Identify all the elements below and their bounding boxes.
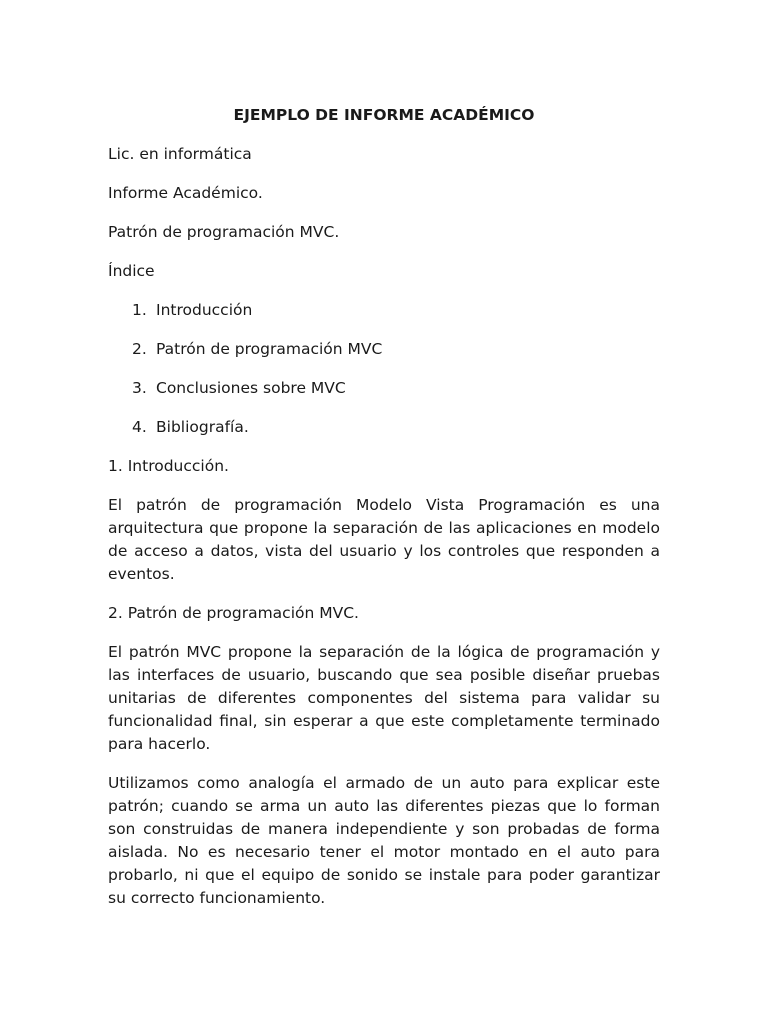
section2-body-paragraph-1: El patrón MVC propone la separación de la lógica de programación y las interfaces de usuario, buscando que sea posible diseñar pruebas unitarias de diferentes componentes del sistema para validar su funcionalidad final, sin esperar a que este completamente terminado para hacerlo. (108, 643, 660, 753)
section2-body-paragraph-2: Utilizamos como analogía el armado de un auto para explicar este patrón; cuando se arma un auto las diferentes piezas que lo forman son construidas de manera independiente y son probadas de forma aislada. No es necesario tener el motor montado en el auto para probarlo, ni que el equipo de sonido se instale para poder garantizar su correcto funcionamiento. (108, 774, 660, 907)
index-item-label: Introducción (156, 301, 253, 319)
index-item (132, 299, 660, 322)
topic-line: Patrón de programación MVC. (108, 223, 340, 241)
index-item-number: 4. (132, 418, 147, 436)
index-list (108, 299, 660, 439)
document-title: EJEMPLO DE INFORME ACADÉMICO (233, 106, 535, 124)
section1-heading: 1. Introducción. (108, 457, 229, 475)
index-item (132, 338, 660, 361)
index-item (132, 416, 660, 439)
index-item (132, 377, 660, 400)
index-heading: Índice (108, 262, 155, 280)
index-item-label: Conclusiones sobre MVC (156, 379, 346, 397)
index-item-label: Bibliografía. (156, 418, 249, 436)
degree-line: Lic. en informática (108, 145, 252, 163)
index-item-number: 1. (132, 301, 147, 319)
index-item-number: 2. (132, 340, 147, 358)
section1-body: El patrón de programación Modelo Vista Programación es una arquitectura que propone la separación de las aplicaciones en modelo de acceso a datos, vista del usuario y los controles que responden a eventos. (108, 496, 660, 583)
section2-heading: 2. Patrón de programación MVC. (108, 604, 359, 622)
index-item-number: 3. (132, 379, 147, 397)
index-item-label: Patrón de programación MVC (156, 340, 383, 358)
report-type-line: Informe Académico. (108, 184, 263, 202)
